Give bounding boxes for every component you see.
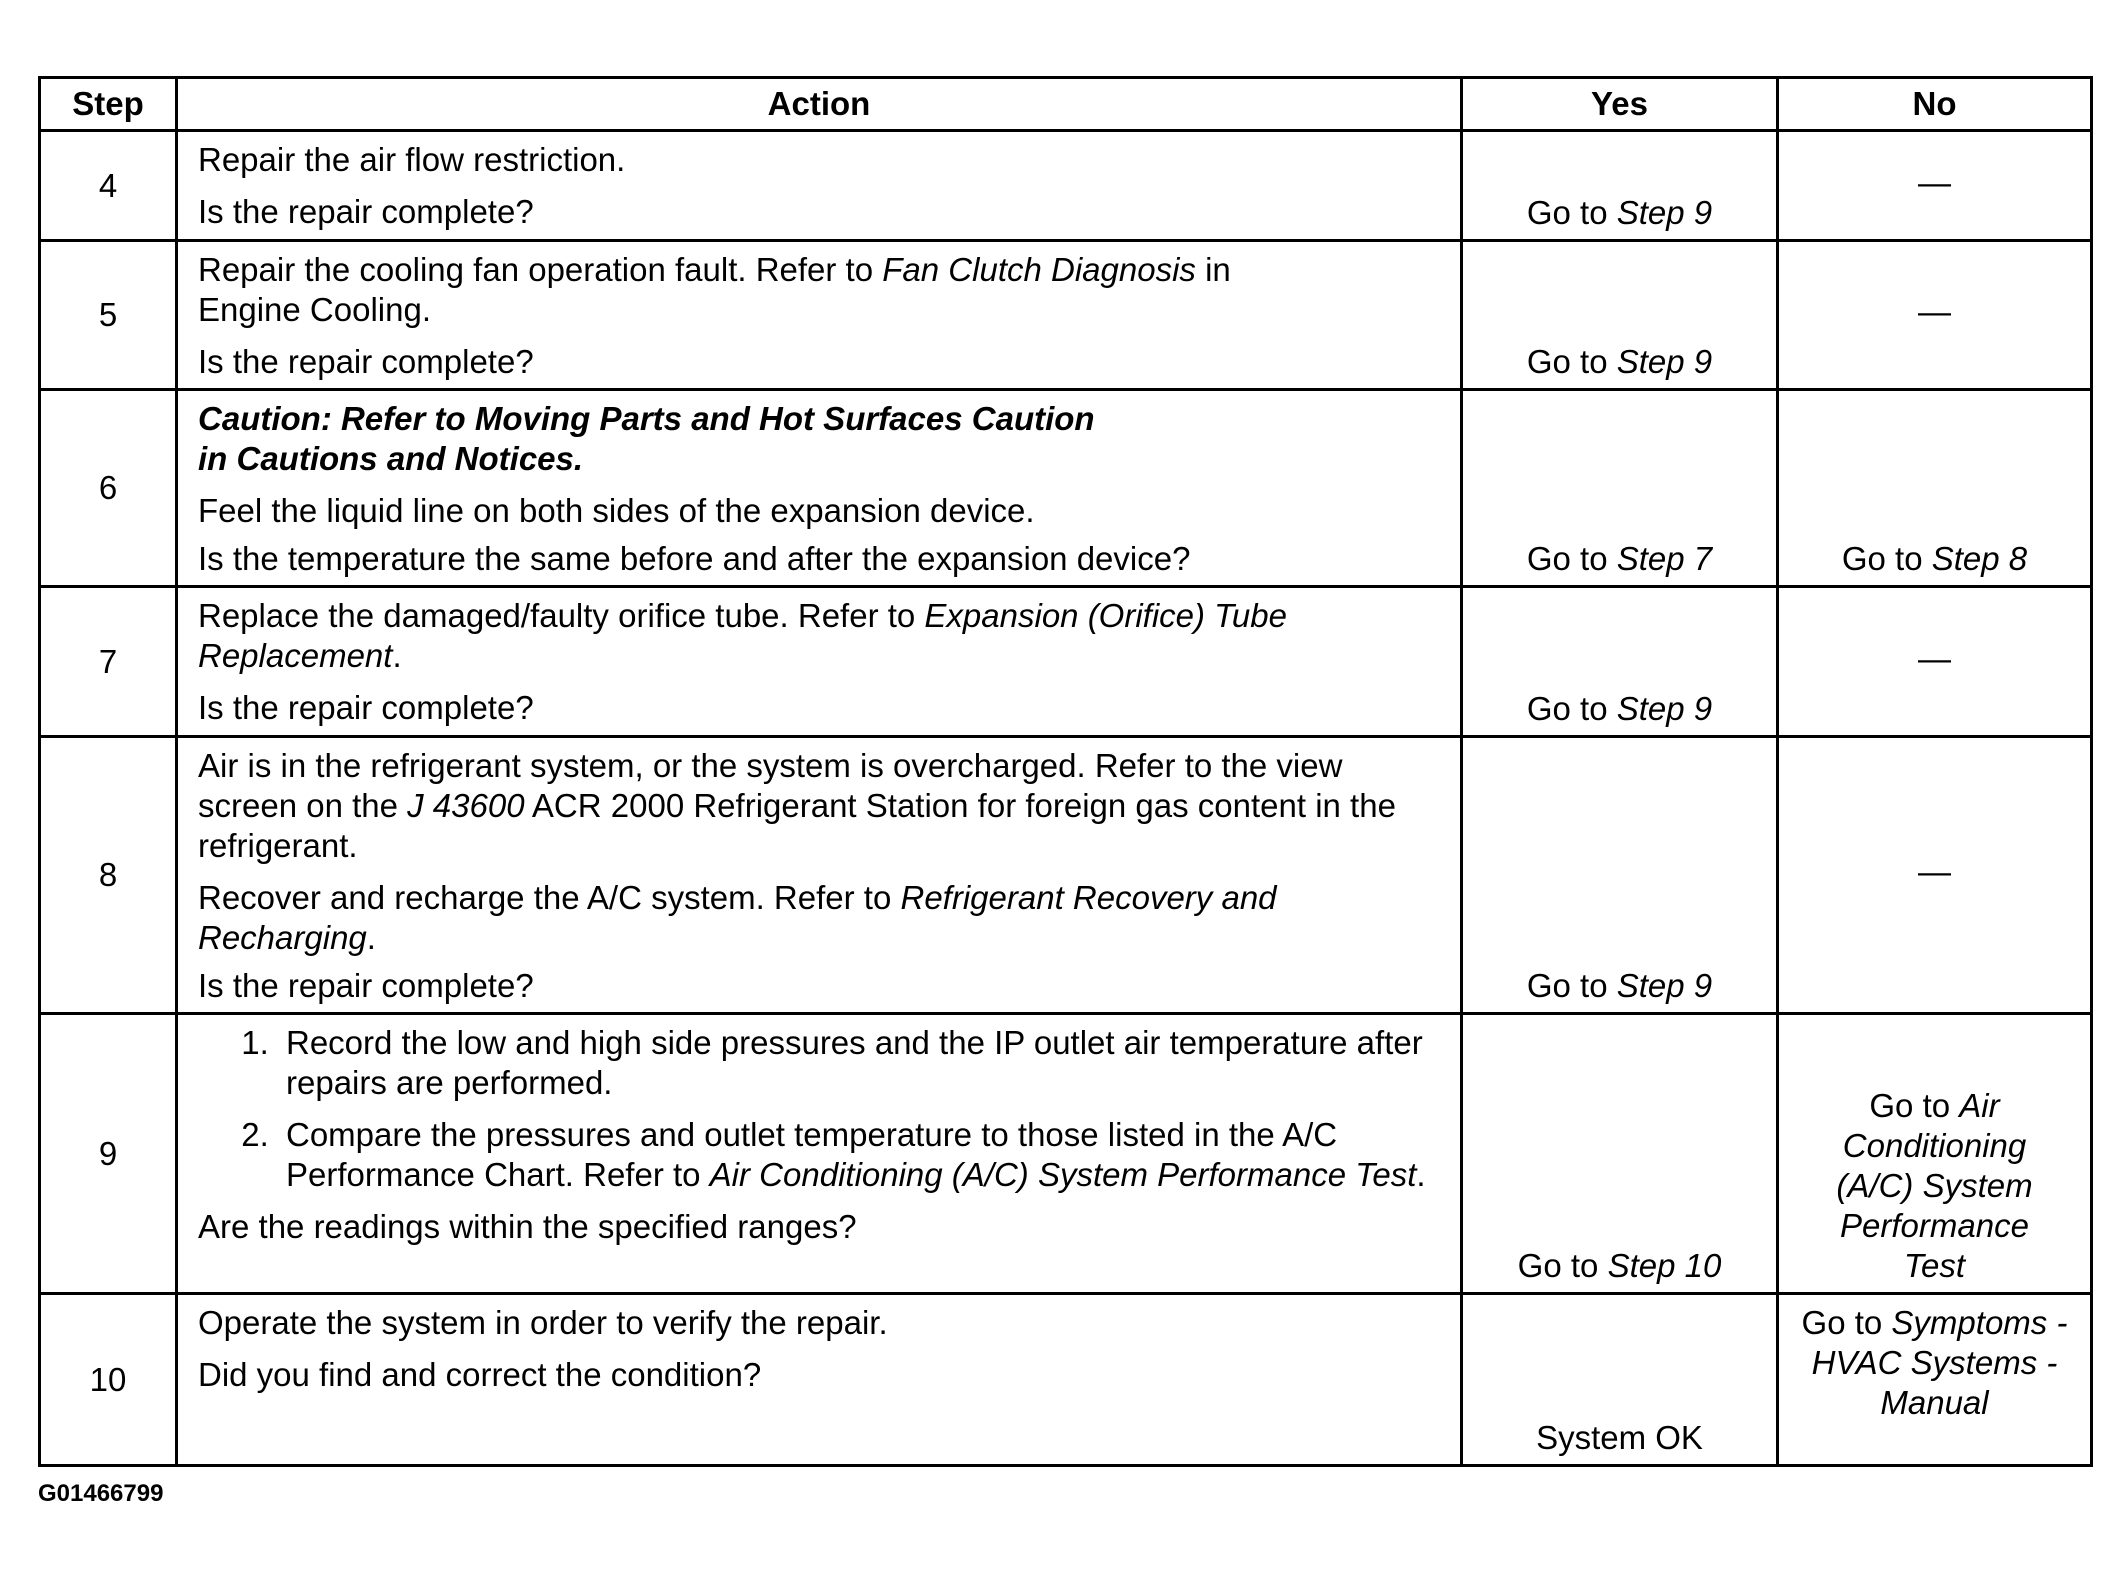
yes-cell [1462,1014,1778,1294]
table-row [40,1014,2092,1294]
no-step-link: Symptoms - HVAC Systems - Manual [1811,1304,2068,1421]
question-text: Did you find and correct the condition? [198,1356,762,1393]
header-action: Action [177,78,1462,131]
step-number: 10 [40,1294,177,1466]
table-row [40,241,2092,390]
action-text-pre: Recover and recharge the A/C system. Refer to [198,879,901,916]
no-cell: — [1778,131,2092,241]
no-prefix: Go to [1801,1304,1892,1341]
action-cell [177,131,1462,241]
yes-cell [1462,390,1778,587]
action-text-post: . [366,919,376,956]
yes-cell [1462,587,1778,737]
action-cell [177,587,1462,737]
caution-line: in Cautions and Notices. [198,440,584,477]
no-cell [1778,1014,2092,1294]
action-cell [177,241,1462,390]
action-text [198,596,1444,676]
no-step-link: Step 8 [1931,540,2028,577]
yes-cell [1462,131,1778,241]
yes-prefix: Go to [1526,194,1617,231]
action-text: Operate the system in order to verify the repair. [198,1304,888,1341]
action-text: Feel the liquid line on both sides of the expansion device. [198,492,1035,529]
action-text: Repair the air flow restriction. [198,141,626,178]
table-row [40,737,2092,1014]
procedure-text-post: . [1416,1156,1426,1193]
no-cell [1778,1294,2092,1466]
header-row [40,78,2092,131]
action-text-post: ACR 2000 Refrigerant Station for foreign gas content in the refrigerant. [198,787,1396,864]
question-text: Are the readings within the specified ranges? [198,1208,857,1245]
step-number: 6 [40,390,177,587]
yes-prefix: Go to [1526,967,1617,1004]
step-number: 7 [40,587,177,737]
question-text: Is the repair complete? [198,967,534,1004]
action-text [198,878,1444,958]
yes-step-link: Step 9 [1616,343,1713,380]
action-text-pre: Repair the cooling fan operation fault. Refer to [198,251,883,288]
step-number: 5 [40,241,177,390]
figure-id: G01466799 [38,1480,164,1507]
procedure-text-pre: Compare the pressures and outlet temperature to those listed in the A/C Performance Chart. Refer to [286,1116,1338,1193]
table-row [40,587,2092,737]
procedure-reference: Air Conditioning (A/C) System Performance Test [709,1156,1417,1193]
yes-cell [1462,241,1778,390]
no-prefix: Go to [1841,540,1932,577]
action-cell [177,737,1462,1014]
yes-prefix: Go to [1526,540,1617,577]
diagnostic-table [38,76,2093,1467]
yes-step-link: Step 10 [1607,1247,1722,1284]
step-number: 9 [40,1014,177,1294]
yes-cell [1462,737,1778,1014]
yes-cell: System OK [1462,1294,1778,1466]
action-text [198,250,1338,330]
header-step: Step [40,78,177,131]
action-cell [177,390,1462,587]
procedure-item [278,1115,1444,1195]
question-text: Is the repair complete? [198,689,534,726]
yes-prefix: Go to [1517,1247,1608,1284]
question-text: Is the repair complete? [198,193,534,230]
action-text-post: in Engine Cooling. [198,251,1231,328]
question-text: Is the temperature the same before and after the expansion device? [198,540,1191,577]
action-reference: Fan Clutch Diagnosis [882,251,1196,288]
action-cell [177,1014,1462,1294]
procedure-list [198,1023,1444,1195]
step-number: 4 [40,131,177,241]
no-cell [1778,390,2092,587]
header-yes: Yes [1462,78,1778,131]
no-cell: — [1778,587,2092,737]
caution-text [198,399,1444,479]
tool-reference: J 43600 [407,787,525,824]
table-row [40,131,2092,241]
table-row [40,390,2092,587]
no-cell: — [1778,241,2092,390]
procedure-item: 1. Record the low and high side pressures and the IP outlet air temperature after repairs are performed. [278,1023,1444,1103]
action-text-pre: Air is in the refrigerant system, or the system is overcharged. Refer to the view screen on the [198,747,1343,824]
action-text-pre: Replace the damaged/faulty orifice tube. Refer to [198,597,925,634]
yes-step-link: Step 7 [1616,540,1713,577]
yes-step-link: Step 9 [1616,690,1713,727]
yes-prefix: Go to [1526,690,1617,727]
header-no: No [1778,78,2092,131]
no-step-link: Air Conditioning (A/C) System Performance Test [1836,1087,2033,1284]
action-text [198,746,1444,866]
question-text: Is the repair complete? [198,343,534,380]
action-reference: Expansion (Orifice) Tube Replacement [198,597,1287,674]
step-number: 8 [40,737,177,1014]
action-cell [177,1294,1462,1466]
action-reference: Refrigerant Recovery and Recharging [198,879,1277,956]
table-row [40,1294,2092,1466]
yes-step-link: Step 9 [1616,967,1713,1004]
yes-prefix: Go to [1526,343,1617,380]
no-prefix: Go to [1869,1087,1960,1124]
caution-line: Caution: Refer to Moving Parts and Hot Surfaces Caution [198,400,1095,437]
action-text-post: . [392,637,402,674]
yes-step-link: Step 9 [1616,194,1713,231]
no-cell: — [1778,737,2092,1014]
